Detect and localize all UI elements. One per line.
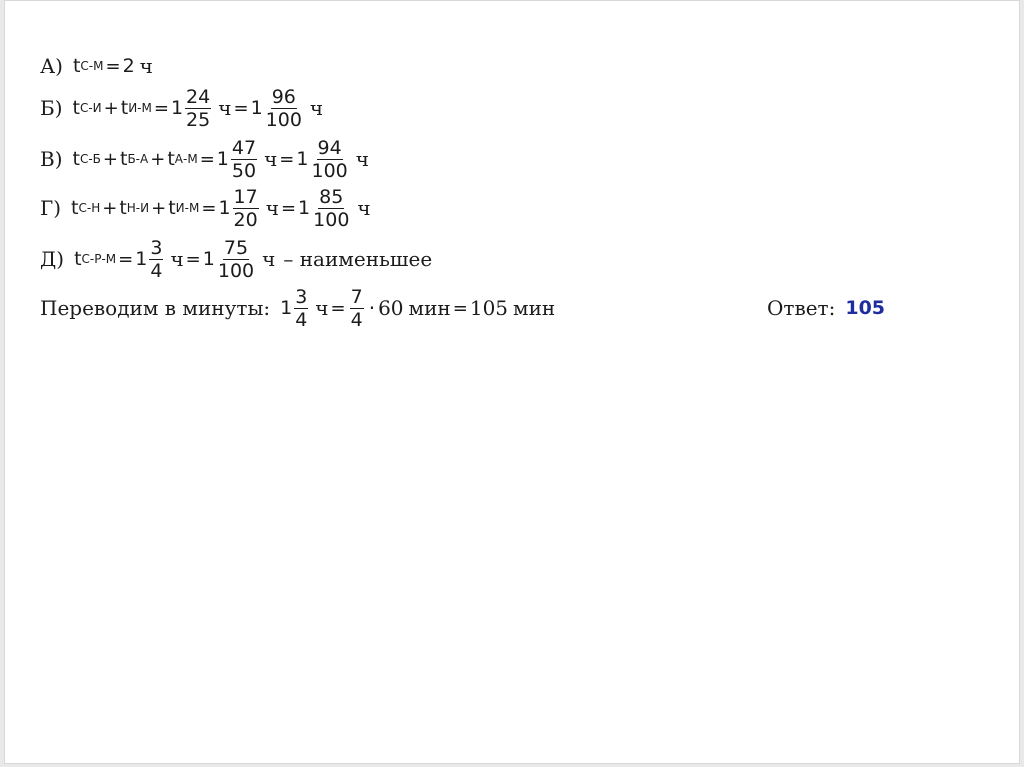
line-b bbox=[40, 85, 324, 131]
route-subscript: А-М bbox=[174, 152, 198, 166]
minutes-per-hour: 60 bbox=[378, 296, 404, 320]
denominator: 100 bbox=[313, 208, 350, 231]
unit: ч bbox=[357, 196, 371, 220]
unit: ч bbox=[170, 247, 184, 271]
plus-sign: + bbox=[150, 148, 166, 170]
fraction bbox=[312, 186, 350, 231]
whole-part: 1 bbox=[298, 197, 311, 219]
unit: ч bbox=[265, 196, 279, 220]
route-subscript: И-М bbox=[175, 201, 200, 215]
unit: ч bbox=[262, 247, 276, 271]
route-subscript: С-И bbox=[79, 101, 102, 115]
numerator: 75 bbox=[223, 236, 249, 259]
answer bbox=[767, 288, 885, 328]
conversion-line bbox=[40, 285, 556, 331]
fraction bbox=[217, 237, 255, 282]
option-letter: Г) bbox=[40, 196, 62, 220]
smallest-note: – наименьшее bbox=[283, 247, 433, 271]
denominator: 50 bbox=[231, 159, 257, 182]
equals-sign: = bbox=[330, 297, 346, 319]
option-letter: Б) bbox=[40, 96, 63, 120]
plus-sign: + bbox=[102, 148, 118, 170]
plus-sign: + bbox=[103, 97, 119, 119]
plus-sign: + bbox=[102, 197, 118, 219]
route-subscript: С-Н bbox=[78, 201, 101, 215]
line-v bbox=[40, 136, 369, 182]
route-subscript: С-М bbox=[80, 59, 104, 73]
denominator: 4 bbox=[150, 259, 163, 282]
whole-part: 1 bbox=[218, 197, 231, 219]
whole-part: 1 bbox=[170, 97, 184, 119]
equals-sign: = bbox=[118, 248, 134, 270]
unit: ч bbox=[218, 96, 232, 120]
whole-part: 1 bbox=[250, 97, 263, 119]
result-unit: мин bbox=[513, 296, 556, 320]
route-subscript: С-Б bbox=[79, 152, 101, 166]
minute-unit: мин bbox=[408, 296, 451, 320]
unit: ч bbox=[264, 147, 278, 171]
equals-sign: = bbox=[185, 248, 201, 270]
multiply-dot: · bbox=[368, 296, 376, 320]
line-a bbox=[40, 46, 153, 86]
conversion-label: Переводим в минуты: bbox=[40, 296, 271, 320]
time-variable: t bbox=[72, 97, 80, 119]
denominator: 20 bbox=[233, 208, 258, 231]
whole-part: 1 bbox=[280, 297, 293, 319]
time-variable: t bbox=[120, 148, 128, 170]
time-variable: t bbox=[119, 197, 127, 219]
equals-sign: = bbox=[199, 148, 215, 170]
time-variable: t bbox=[167, 148, 175, 170]
equals-sign: = bbox=[452, 297, 468, 319]
result-value: 105 bbox=[469, 296, 509, 320]
whole-part: 1 bbox=[135, 248, 148, 270]
equals-sign: = bbox=[280, 197, 297, 219]
equals-sign: = bbox=[105, 55, 121, 77]
whole-part: 1 bbox=[202, 248, 215, 270]
time-variable: t bbox=[71, 197, 79, 219]
fraction bbox=[233, 186, 259, 231]
denominator: 25 bbox=[186, 108, 211, 131]
whole-part: 1 bbox=[216, 148, 229, 170]
denominator: 4 bbox=[350, 308, 363, 331]
numerator: 94 bbox=[317, 136, 342, 159]
time-variable: t bbox=[72, 55, 81, 77]
time-variable: t bbox=[120, 97, 129, 119]
time-variable: t bbox=[168, 197, 176, 219]
numerator: 7 bbox=[350, 285, 363, 308]
unit: ч bbox=[139, 54, 153, 78]
route-subscript: И-М bbox=[128, 101, 152, 115]
option-letter: А) bbox=[40, 54, 63, 78]
unit: ч bbox=[315, 296, 329, 320]
fraction bbox=[149, 237, 163, 282]
numerator: 85 bbox=[319, 185, 344, 208]
equals-sign: = bbox=[233, 97, 249, 119]
option-letter: Д) bbox=[40, 247, 65, 271]
numerator: 24 bbox=[186, 85, 211, 108]
numerator: 3 bbox=[150, 236, 163, 259]
value: 2 bbox=[122, 55, 135, 77]
unit: ч bbox=[309, 96, 324, 120]
whole-part: 1 bbox=[296, 148, 309, 170]
denominator: 4 bbox=[295, 308, 308, 331]
answer-value: 105 bbox=[845, 297, 886, 319]
numerator: 17 bbox=[233, 185, 258, 208]
line-d bbox=[40, 236, 433, 282]
equals-sign: = bbox=[201, 197, 217, 219]
denominator: 100 bbox=[217, 259, 255, 282]
time-variable: t bbox=[74, 248, 82, 270]
numerator: 3 bbox=[295, 285, 308, 308]
line-g bbox=[40, 185, 371, 231]
unit: ч bbox=[355, 147, 369, 171]
route-subscript: С-Р-М bbox=[81, 252, 117, 266]
fraction bbox=[185, 86, 211, 131]
answer-label: Ответ: bbox=[767, 296, 836, 320]
numerator: 96 bbox=[271, 85, 296, 108]
numerator: 47 bbox=[231, 136, 257, 159]
fraction bbox=[265, 86, 303, 131]
denominator: 100 bbox=[265, 108, 302, 131]
fraction bbox=[310, 137, 348, 182]
slide bbox=[4, 0, 1020, 764]
plus-sign: + bbox=[151, 197, 167, 219]
fraction bbox=[350, 286, 364, 331]
route-subscript: Н-И bbox=[126, 201, 150, 215]
denominator: 100 bbox=[311, 159, 348, 182]
equals-sign: = bbox=[279, 148, 295, 170]
equals-sign: = bbox=[153, 97, 169, 119]
fraction bbox=[231, 137, 257, 182]
time-variable: t bbox=[72, 148, 80, 170]
route-subscript: Б-А bbox=[127, 152, 149, 166]
option-letter: В) bbox=[40, 147, 63, 171]
fraction bbox=[294, 286, 308, 331]
